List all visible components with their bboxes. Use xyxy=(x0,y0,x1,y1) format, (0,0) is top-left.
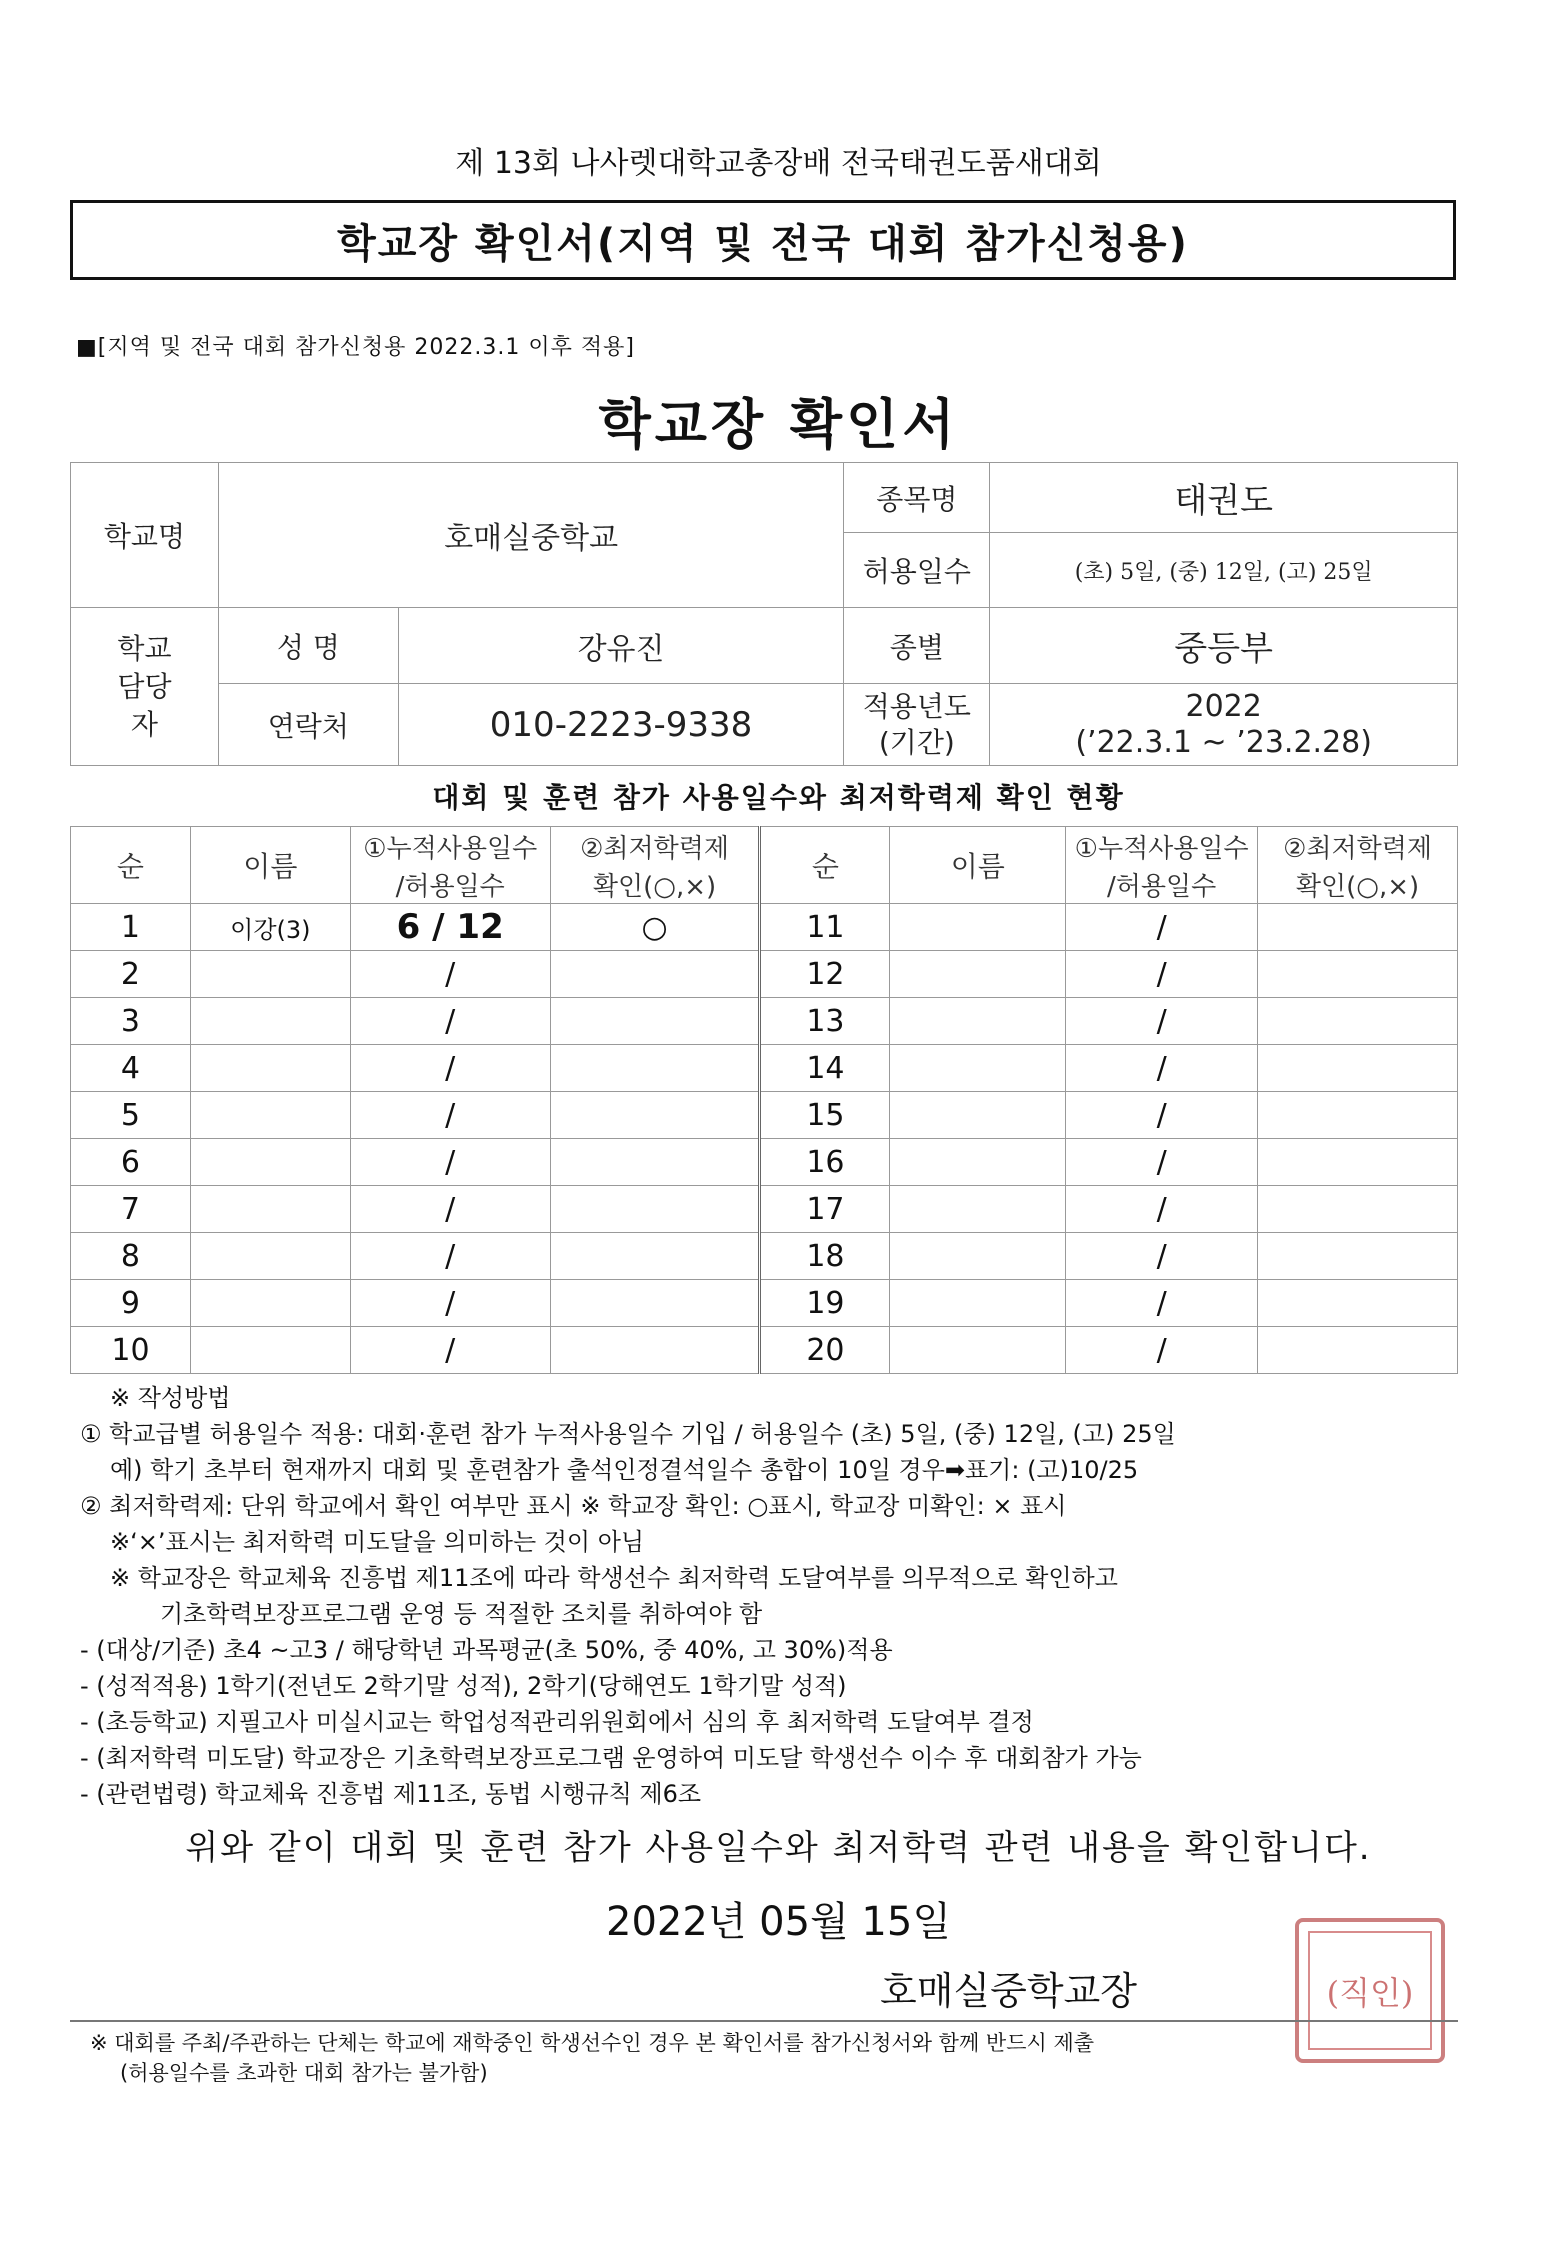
col-days-left-1: ①누적사용일수 xyxy=(350,827,550,866)
row-check xyxy=(550,1327,760,1374)
row-name xyxy=(190,1139,350,1186)
status-heading: 대회 및 훈련 참가 사용일수와 최저학력제 확인 현황 xyxy=(432,781,1125,814)
table-row xyxy=(71,1280,1458,1327)
row-days: / xyxy=(1066,1045,1258,1092)
manager-name: 강유진 xyxy=(398,608,844,684)
footnote xyxy=(90,2028,1470,2088)
instructions-line-3: ② 최저학력제: 단위 학교에서 확인 여부만 표시 ※ 학교장 확인: ○표시, 학교장 미확인: × 표시 xyxy=(80,1492,1067,1520)
row-name xyxy=(190,1233,350,1280)
row-name xyxy=(190,951,350,998)
row-days: / xyxy=(1066,1139,1258,1186)
row-no: 13 xyxy=(760,998,890,1045)
row-check xyxy=(550,1139,760,1186)
instructions-line-5: ※ 학교장은 학교체육 진흥법 제11조에 따라 학생선수 최저학력 도달여부를 의무적으로 확인하고 xyxy=(110,1564,1118,1592)
table-row xyxy=(71,1233,1458,1280)
row-days: / xyxy=(1066,1280,1258,1327)
table-row xyxy=(71,1139,1458,1186)
row-days: / xyxy=(350,1280,550,1327)
school-name: 호매실중학교 xyxy=(218,463,843,608)
school-label: 학교명 xyxy=(71,463,219,608)
row-days: / xyxy=(1066,904,1258,951)
row-name xyxy=(190,1327,350,1374)
instructions-line-1: ① 학교급별 허용일수 적용: 대회·훈련 참가 누적사용일수 기입 / 허용일수 (초) 5일, (중) 12일, (고) 25일 xyxy=(80,1420,1176,1448)
table-row xyxy=(71,951,1458,998)
division-value: 중등부 xyxy=(990,608,1458,684)
row-days: / xyxy=(350,1092,550,1139)
table-row xyxy=(71,1045,1458,1092)
table-row xyxy=(71,1327,1458,1374)
name-label: 성 명 xyxy=(218,608,398,684)
instructions-line-11: - (관련법령) 학교체육 진흥법 제11조, 동법 시행규칙 제6조 xyxy=(80,1780,702,1808)
document-title-box: 학교장 확인서(지역 및 전국 대회 참가신청용) xyxy=(70,200,1456,280)
row-no: 17 xyxy=(760,1186,890,1233)
row-days: / xyxy=(350,1186,550,1233)
main-title: 학교장 확인서 xyxy=(598,393,959,456)
instructions-line-10: - (최저학력 미도달) 학교장은 기초학력보장프로그램 운영하여 미도달 학생선수 이수 후 대회참가 가능 xyxy=(80,1744,1142,1772)
row-no: 18 xyxy=(760,1233,890,1280)
footnote-line-2: (허용일수를 초과한 대회 참가는 불가함) xyxy=(120,2061,488,2085)
row-check xyxy=(550,1092,760,1139)
row-no: 12 xyxy=(760,951,890,998)
row-days: / xyxy=(1066,1186,1258,1233)
row-no: 3 xyxy=(71,998,191,1045)
row-check xyxy=(1258,1045,1458,1092)
row-days: / xyxy=(350,1327,550,1374)
row-check xyxy=(1258,1139,1458,1186)
row-no: 9 xyxy=(71,1280,191,1327)
instructions xyxy=(80,1380,1500,1812)
footnote-line-1: ※ 대회를 주최/주관하는 단체는 학교에 재학중인 학생선수인 경우 본 확인서를 참가신청서와 함께 반드시 제출 xyxy=(90,2031,1095,2055)
principal-name: 호매실중학교장 xyxy=(880,1969,1137,2013)
row-check xyxy=(1258,1186,1458,1233)
col-check-right-1: ②최저학력제 xyxy=(1258,827,1458,866)
row-check xyxy=(1258,951,1458,998)
row-check: ○ xyxy=(550,904,760,951)
instructions-line-6: 기초학력보장프로그램 운영 등 적절한 조치를 취하여야 함 xyxy=(160,1600,763,1628)
row-check xyxy=(550,1045,760,1092)
col-days-right-2: /허용일수 xyxy=(1066,865,1258,904)
table-row xyxy=(71,904,1458,951)
col-days-right-1: ①누적사용일수 xyxy=(1066,827,1258,866)
row-days: / xyxy=(350,1139,550,1186)
row-name xyxy=(890,1139,1066,1186)
row-name xyxy=(890,1233,1066,1280)
row-name xyxy=(890,998,1066,1045)
row-no: 8 xyxy=(71,1233,191,1280)
row-days: / xyxy=(350,951,550,998)
row-no: 16 xyxy=(760,1139,890,1186)
row-no: 20 xyxy=(760,1327,890,1374)
table-row xyxy=(71,1092,1458,1139)
col-days-left-2: /허용일수 xyxy=(350,865,550,904)
row-days: / xyxy=(350,1233,550,1280)
row-days: / xyxy=(350,998,550,1045)
row-check xyxy=(1258,1280,1458,1327)
row-check xyxy=(1258,1327,1458,1374)
row-days: / xyxy=(1066,998,1258,1045)
row-name xyxy=(190,1045,350,1092)
col-no-left: 순 xyxy=(71,827,191,904)
allowed-days-value: (초) 5일, (중) 12일, (고) 25일 xyxy=(990,533,1458,608)
row-check xyxy=(550,951,760,998)
row-check xyxy=(1258,904,1458,951)
row-no: 19 xyxy=(760,1280,890,1327)
division-label: 종별 xyxy=(844,608,990,684)
row-name xyxy=(890,1092,1066,1139)
row-no: 10 xyxy=(71,1327,191,1374)
instructions-heading: ※ 작성방법 xyxy=(110,1384,231,1412)
row-check xyxy=(550,1186,760,1233)
roster-table xyxy=(70,826,1458,1374)
contact-value: 010-2223-9338 xyxy=(398,684,844,766)
period-value: (’22.3.1 ~ ’23.2.28) xyxy=(1075,724,1372,760)
row-name xyxy=(190,1186,350,1233)
row-check xyxy=(1258,998,1458,1045)
row-name xyxy=(890,1280,1066,1327)
bottom-divider xyxy=(70,2020,1458,2022)
row-check xyxy=(1258,1233,1458,1280)
row-check xyxy=(1258,1092,1458,1139)
year-value: 2022 xyxy=(1185,688,1262,724)
row-no: 2 xyxy=(71,951,191,998)
allowed-days-label: 허용일수 xyxy=(844,533,990,608)
table-row xyxy=(71,1186,1458,1233)
row-no: 11 xyxy=(760,904,890,951)
seal-text: (직인) xyxy=(1308,1931,1432,2050)
apply-note: ■[지역 및 전국 대회 참가신청용 2022.3.1 이후 적용] xyxy=(76,335,635,360)
row-name: 이강(3) xyxy=(190,904,350,951)
instructions-line-2: 예) 학기 초부터 현재까지 대회 및 훈련참가 출석인정결석일수 총합이 10일 경우➡표기: (고)10/25 xyxy=(110,1456,1139,1484)
confirmation-date: 2022년 05월 15일 xyxy=(606,1899,951,1945)
row-days: / xyxy=(1066,1233,1258,1280)
info-table xyxy=(70,462,1458,766)
row-no: 4 xyxy=(71,1045,191,1092)
row-name xyxy=(890,1045,1066,1092)
col-check-left-2: 확인(○,×) xyxy=(550,865,760,904)
col-no-right: 순 xyxy=(760,827,890,904)
event-title: 제 13회 나사렛대학교총장배 전국태권도품새대회 xyxy=(455,146,1102,181)
row-check xyxy=(550,998,760,1045)
manager-label: 학교 담당자 xyxy=(71,608,219,766)
year-cell xyxy=(990,684,1458,766)
col-check-left-1: ②최저학력제 xyxy=(550,827,760,866)
row-name xyxy=(190,1280,350,1327)
row-name xyxy=(190,1092,350,1139)
col-check-right-2: 확인(○,×) xyxy=(1258,865,1458,904)
row-name xyxy=(890,1327,1066,1374)
col-name-right: 이름 xyxy=(890,827,1066,904)
row-days: / xyxy=(350,1045,550,1092)
row-name xyxy=(890,1186,1066,1233)
row-check xyxy=(550,1280,760,1327)
row-no: 1 xyxy=(71,904,191,951)
row-no: 7 xyxy=(71,1186,191,1233)
row-no: 14 xyxy=(760,1045,890,1092)
row-no: 6 xyxy=(71,1139,191,1186)
sport-value: 태권도 xyxy=(990,463,1458,533)
row-no: 15 xyxy=(760,1092,890,1139)
instructions-line-9: - (초등학교) 지필고사 미실시교는 학업성적관리위원회에서 심의 후 최저학력 도달여부 결정 xyxy=(80,1708,1034,1736)
instructions-line-8: - (성적적용) 1학기(전년도 2학기말 성적), 2학기(당해연도 1학기말 성적) xyxy=(80,1672,847,1700)
row-name xyxy=(890,904,1066,951)
row-days: / xyxy=(1066,1092,1258,1139)
row-days: 6 / 12 xyxy=(350,904,550,951)
row-days: / xyxy=(1066,951,1258,998)
sport-label: 종목명 xyxy=(844,463,990,533)
row-no: 5 xyxy=(71,1092,191,1139)
instructions-line-4: ※‘×’표시는 최저학력 미도달을 의미하는 것이 아님 xyxy=(110,1528,645,1556)
table-row xyxy=(71,998,1458,1045)
instructions-line-7: - (대상/기준) 초4 ~고3 / 해당학년 과목평균(초 50%, 중 40%, 고 30%)적용 xyxy=(80,1636,893,1664)
year-label: 적용년도 (기간) xyxy=(844,684,990,766)
col-name-left: 이름 xyxy=(190,827,350,904)
row-name xyxy=(890,951,1066,998)
contact-label: 연락처 xyxy=(218,684,398,766)
row-days: / xyxy=(1066,1327,1258,1374)
confirmation-statement: 위와 같이 대회 및 훈련 참가 사용일수와 최저학력 관련 내용을 확인합니다. xyxy=(185,1828,1372,1868)
row-name xyxy=(190,998,350,1045)
row-check xyxy=(550,1233,760,1280)
